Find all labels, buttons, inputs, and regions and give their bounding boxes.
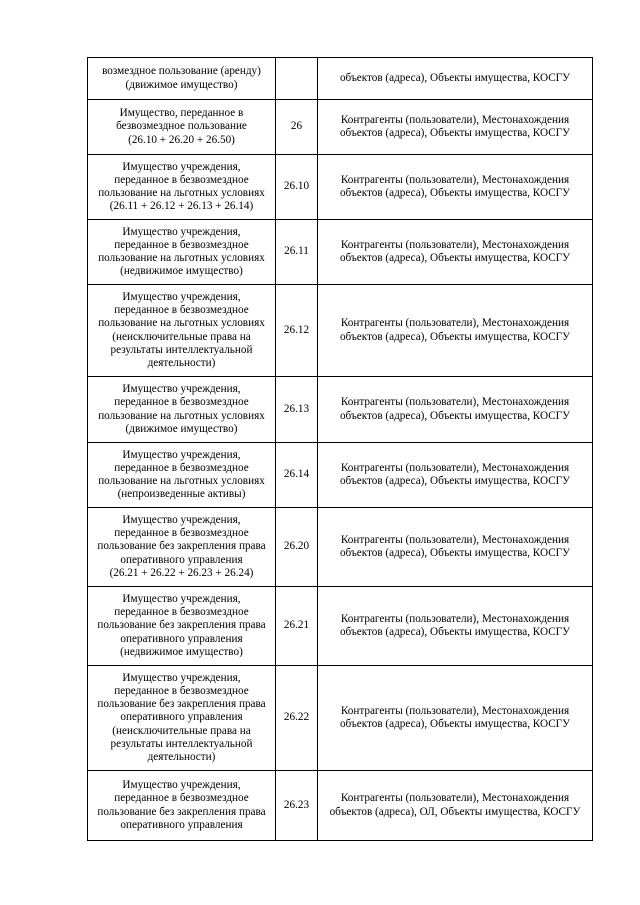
analytics-cell: Контрагенты (пользователи), Местонахождения объектов (адреса), Объекты имущества, КОСГУ <box>318 100 593 155</box>
account-name-cell: Имущество учреждения, переданное в безвозмездное пользование на льготных условиях (неисключительные права на результаты интеллектуальной деятельности) <box>88 285 276 377</box>
account-name-cell: Имущество учреждения, переданное в безвозмездное пользование на льготных условиях (недвижимое имущество) <box>88 220 276 285</box>
table-row <box>88 58 593 100</box>
accounts-table <box>87 57 593 841</box>
account-name-cell: Имущество, переданное в безвозмездное пользование (26.10 + 26.20 + 26.50) <box>88 100 276 155</box>
account-code-cell: 26.21 <box>276 587 318 666</box>
table-row <box>88 155 593 220</box>
table-row <box>88 587 593 666</box>
account-code-cell: 26.11 <box>276 220 318 285</box>
account-name-cell: Имущество учреждения, переданное в безвозмездное пользование без закрепления права оперативного управления (26.21 + 26.22 + 26.23 + 26.24) <box>88 508 276 587</box>
account-name-cell: Имущество учреждения, переданное в безвозмездное пользование на льготных условиях (непроизведенные активы) <box>88 443 276 508</box>
account-code-cell: 26.22 <box>276 666 318 771</box>
account-code-cell: 26.10 <box>276 155 318 220</box>
table-row <box>88 220 593 285</box>
analytics-cell: Контрагенты (пользователи), Местонахождения объектов (адреса), Объекты имущества, КОСГУ <box>318 508 593 587</box>
account-name-cell: Имущество учреждения, переданное в безвозмездное пользование без закрепления права оперативного управления <box>88 771 276 841</box>
account-code-cell: 26 <box>276 100 318 155</box>
table-row <box>88 771 593 841</box>
analytics-cell: Контрагенты (пользователи), Местонахождения объектов (адреса), Объекты имущества, КОСГУ <box>318 666 593 771</box>
analytics-cell: Контрагенты (пользователи), Местонахождения объектов (адреса), Объекты имущества, КОСГУ <box>318 220 593 285</box>
analytics-cell: Контрагенты (пользователи), Местонахождения объектов (адреса), Объекты имущества, КОСГУ <box>318 155 593 220</box>
account-code-cell <box>276 58 318 100</box>
table-row <box>88 443 593 508</box>
table-row <box>88 666 593 771</box>
analytics-cell: Контрагенты (пользователи), Местонахождения объектов (адреса), ОЛ, Объекты имущества, КОСГУ <box>318 771 593 841</box>
account-code-cell: 26.23 <box>276 771 318 841</box>
table-row <box>88 285 593 377</box>
table-row <box>88 377 593 443</box>
analytics-cell: объектов (адреса), Объекты имущества, КОСГУ <box>318 58 593 100</box>
analytics-cell: Контрагенты (пользователи), Местонахождения объектов (адреса), Объекты имущества, КОСГУ <box>318 443 593 508</box>
account-name-cell: возмездное пользование (аренду) (движимое имущество) <box>88 58 276 100</box>
table-row <box>88 100 593 155</box>
table-row <box>88 508 593 587</box>
account-name-cell: Имущество учреждения, переданное в безвозмездное пользование на льготных условиях (26.11 + 26.12 + 26.13 + 26.14) <box>88 155 276 220</box>
account-code-cell: 26.14 <box>276 443 318 508</box>
account-code-cell: 26.20 <box>276 508 318 587</box>
analytics-cell: Контрагенты (пользователи), Местонахождения объектов (адреса), Объекты имущества, КОСГУ <box>318 377 593 443</box>
analytics-cell: Контрагенты (пользователи), Местонахождения объектов (адреса), Объекты имущества, КОСГУ <box>318 587 593 666</box>
analytics-cell: Контрагенты (пользователи), Местонахождения объектов (адреса), Объекты имущества, КОСГУ <box>318 285 593 377</box>
account-code-cell: 26.13 <box>276 377 318 443</box>
account-code-cell: 26.12 <box>276 285 318 377</box>
account-name-cell: Имущество учреждения, переданное в безвозмездное пользование на льготных условиях (движимое имущество) <box>88 377 276 443</box>
account-name-cell: Имущество учреждения, переданное в безвозмездное пользование без закрепления права оперативного управления (недвижимое имущество) <box>88 587 276 666</box>
account-name-cell: Имущество учреждения, переданное в безвозмездное пользование без закрепления права оперативного управления (неисключительные права на результаты интеллектуальной деятельности) <box>88 666 276 771</box>
